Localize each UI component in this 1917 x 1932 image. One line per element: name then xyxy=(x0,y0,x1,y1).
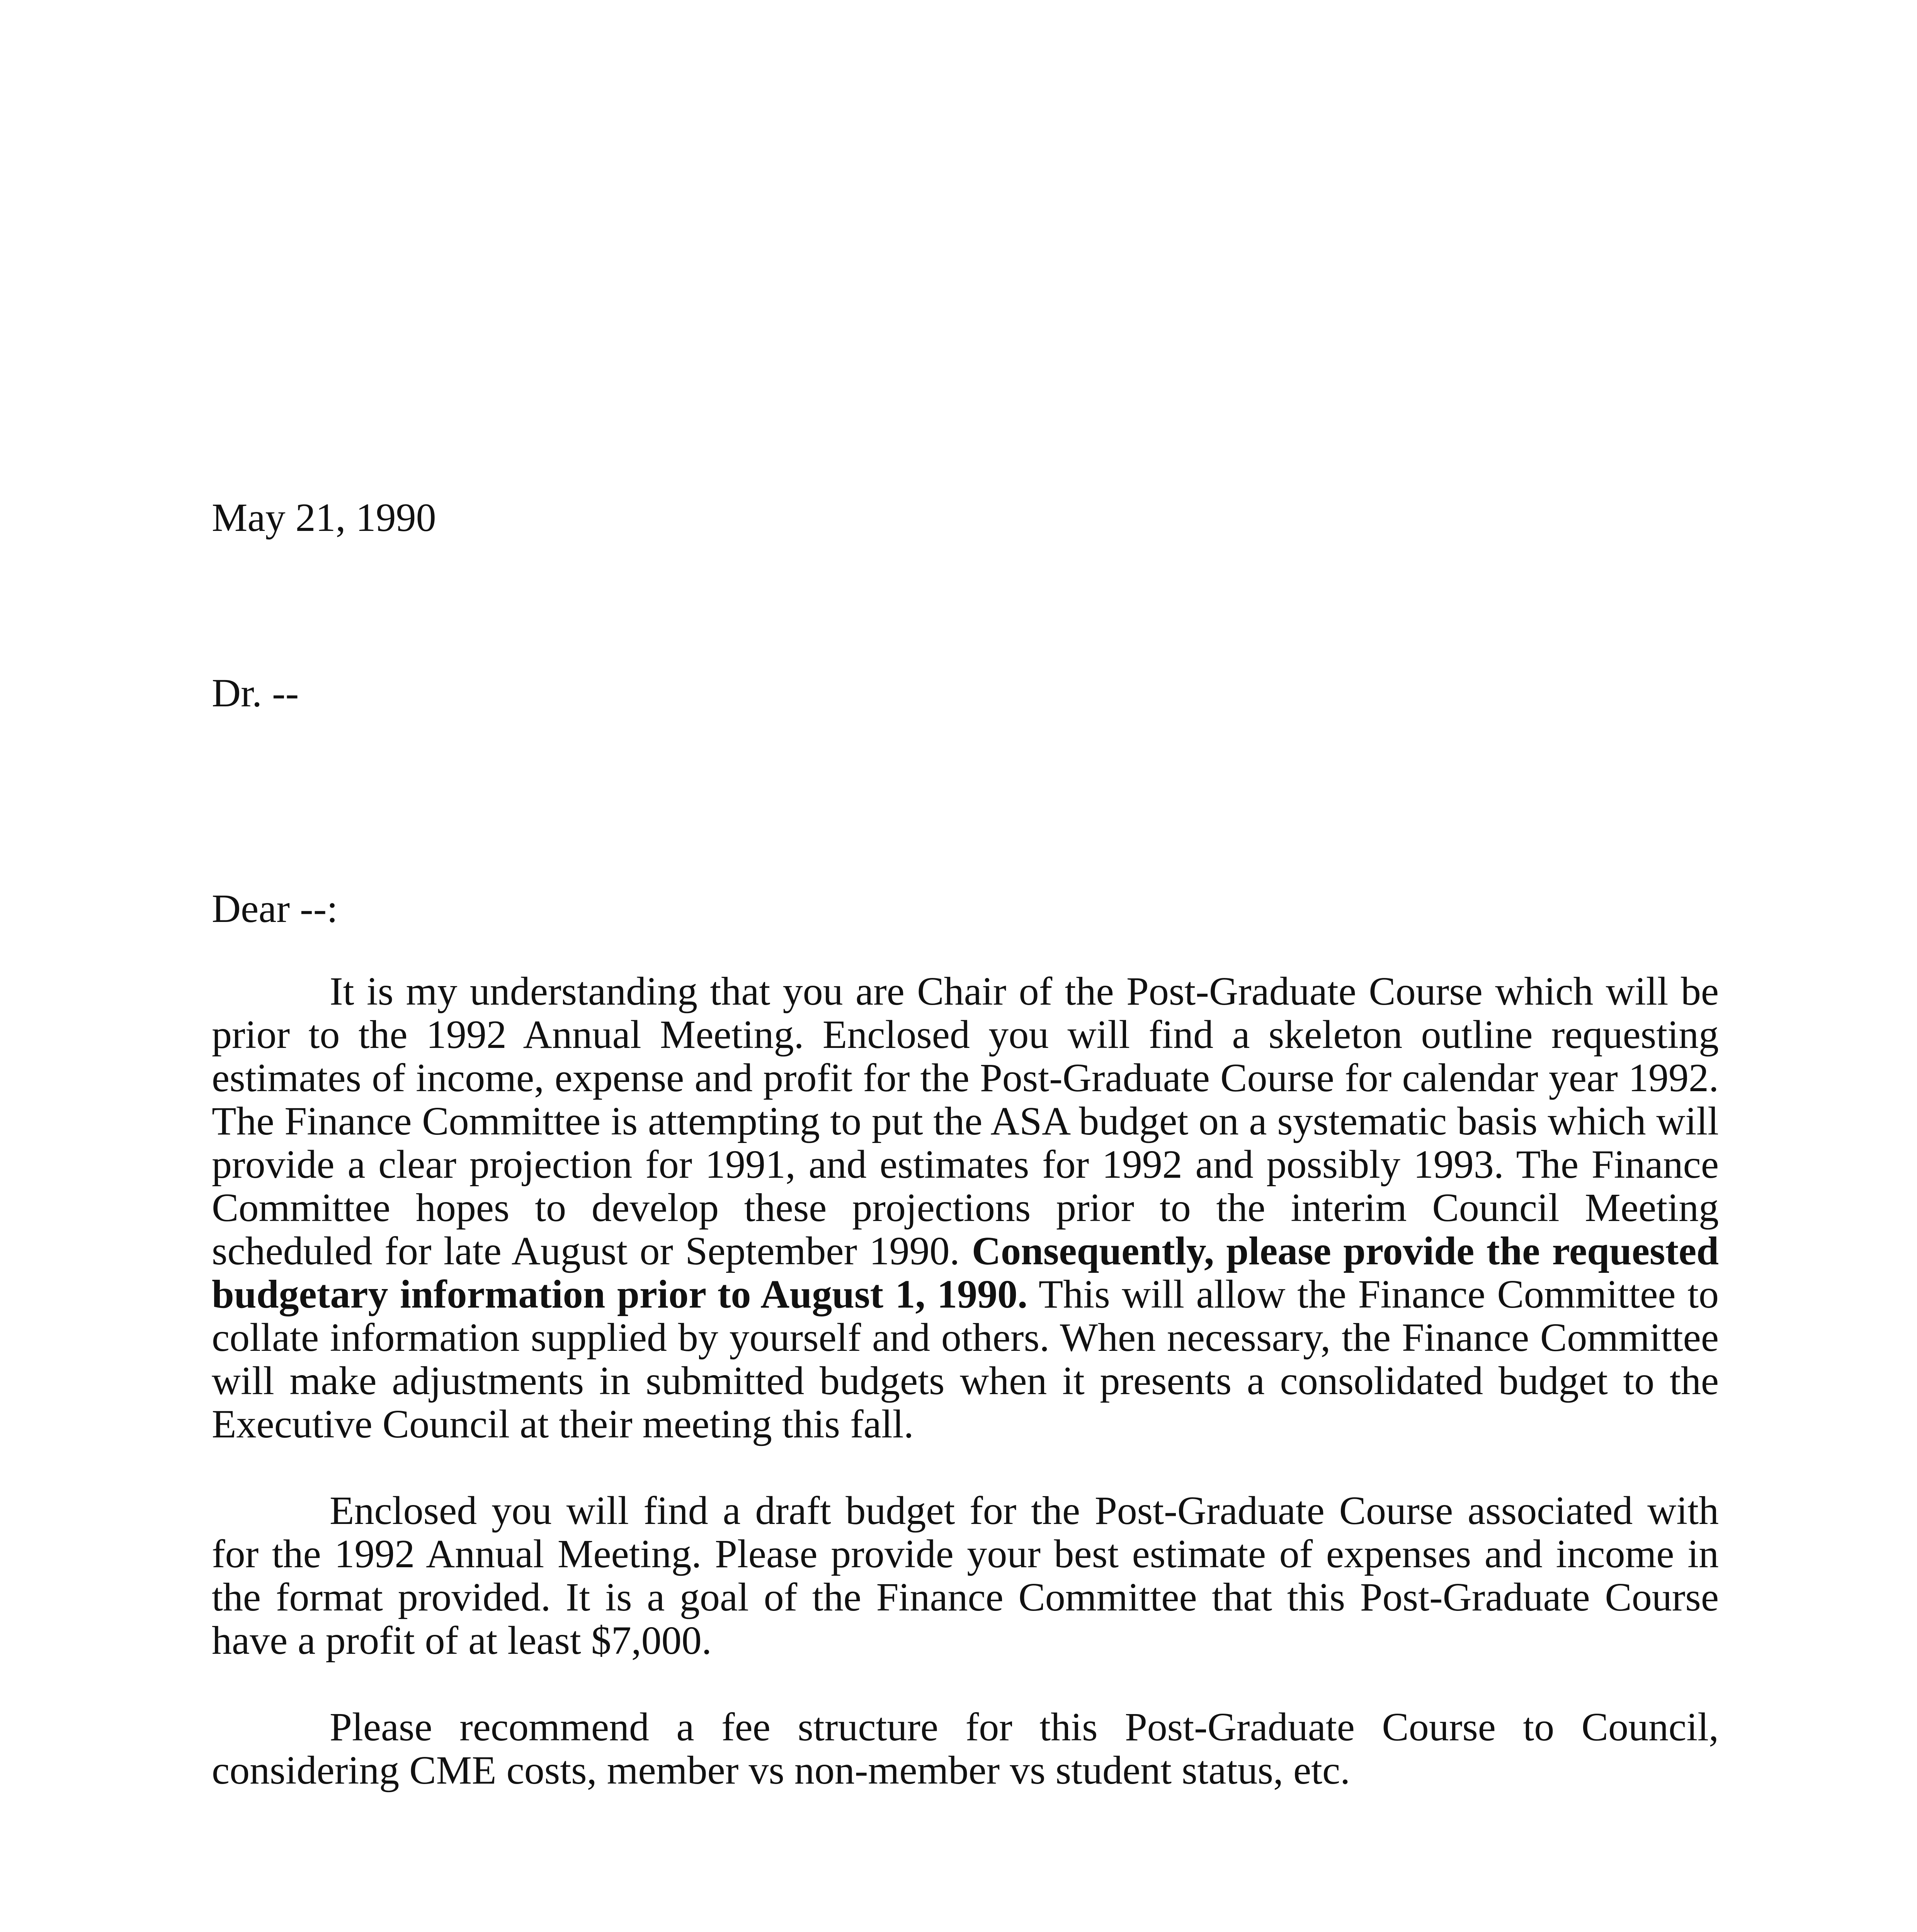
salutation: Dear --: xyxy=(212,886,338,931)
paragraph-1-closing: This will allow the Finance Committee to collate information supplied by yourself and others. When necessary, the Finance Committee will make adjustments in submitted budgets when it presents a consolidated budget to the Executive Council at their meeting this fall. xyxy=(212,1272,1719,1446)
paragraph-1-text: It is my understanding that you are Chair of the Post-Graduate Course which will be prior to the 1992 Annual Meeting. Enclosed you will find a skeleton outline requesting estimates of income, expense and profit for the Post-Graduate Course for calendar year 1992. The Finance Committee is attempting to put the ASA budget on a systematic basis which will provide a clear projection for 1991, and estimates for 1992 and possibly 1993. The Finance Committee hopes to develop these projections prior to the interim Council Meeting scheduled for late August or September 1990. xyxy=(212,969,1719,1273)
paragraph-3: Please recommend a fee structure for this Post-Graduate Course to Council, considering CME costs, member vs non-member vs student status, etc. xyxy=(212,1705,1719,1793)
paragraph-2: Enclosed you will find a draft budget for the Post-Graduate Course associated with for the 1992 Annual Meeting. Please provide your best estimate of expenses and income in the format provided. It is a goal of the Finance Committee that this Post-Graduate Course have a profit of at least $7,000. xyxy=(212,1488,1719,1663)
letter-date: May 21, 1990 xyxy=(212,495,436,540)
paragraph-1 xyxy=(212,970,1719,1446)
recipient-line: Dr. -- xyxy=(212,671,299,715)
deadline-request: Consequently, please provide the requested budgetary information prior to August 1, 1990. xyxy=(212,1229,1719,1316)
letter-body xyxy=(212,970,1719,1792)
